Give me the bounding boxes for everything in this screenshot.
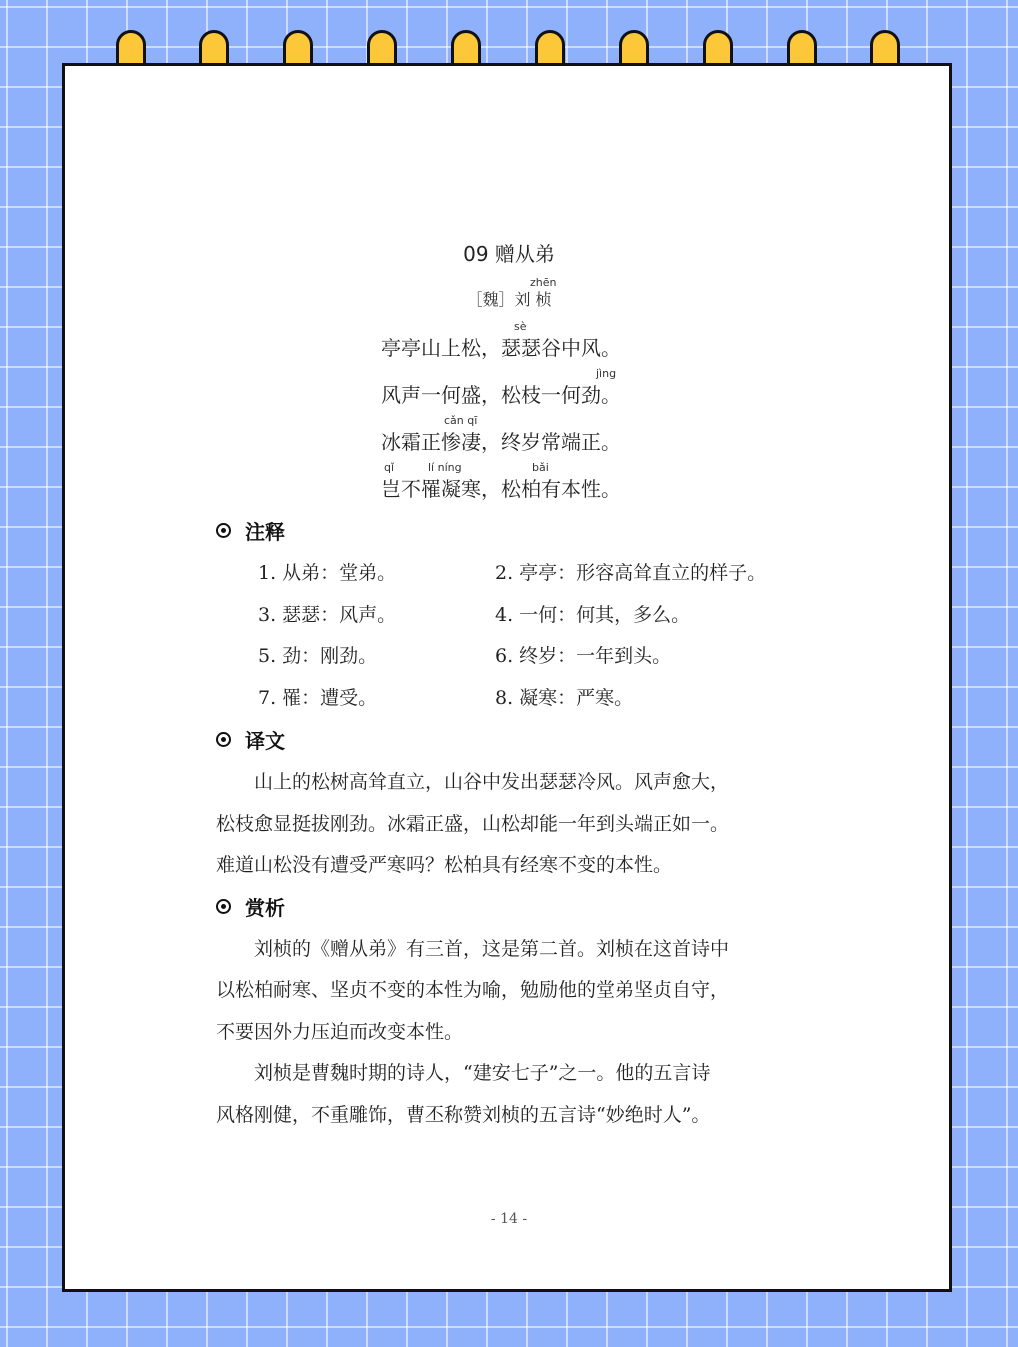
appreciation-line: 以松柏耐寒、坚贞不变的本性为喻，勉励他的堂弟坚贞自守， xyxy=(216,979,730,1001)
note-item: 4. 一何：何其，多么。 xyxy=(495,604,691,626)
pinyin-annotation: lí níng xyxy=(428,461,462,474)
pinyin-annotation: sè xyxy=(514,320,527,333)
translation-line: 松枝愈显挺拔刚劲。冰霜正盛，山松却能一年到头端正如一。 xyxy=(216,813,730,835)
appreciation-line: 刘桢是曹魏时期的诗人，“建安七子”之一。他的五言诗 xyxy=(216,1062,711,1084)
poem-line: 风声一何盛，松枝一何劲。 xyxy=(381,383,621,407)
appreciation-line: 刘桢的《赠从弟》有三首，这是第二首。刘桢在这首诗中 xyxy=(216,938,730,960)
note-item: 8. 凝寒：严寒。 xyxy=(495,687,634,709)
page-number: - 14 - xyxy=(490,1211,528,1227)
bullseye-icon xyxy=(216,732,231,747)
note-item: 7. 罹：遭受。 xyxy=(258,687,378,709)
appreciation-line: 风格刚健，不重雕饰，曹丕称赞刘桢的五言诗“妙绝时人”。 xyxy=(216,1104,711,1126)
note-item: 3. 瑟瑟：风声。 xyxy=(258,604,397,626)
poem-line: 冰霜正惨凄，终岁常端正。 xyxy=(381,430,621,454)
note-item: 1. 从弟：堂弟。 xyxy=(258,562,397,584)
pinyin-annotation: bǎi xyxy=(532,461,549,474)
note-item: 6. 终岁：一年到头。 xyxy=(495,645,672,667)
poem-line: 亭亭山上松，瑟瑟谷中风。 xyxy=(381,336,621,360)
poem-title: 09 赠从弟 xyxy=(463,242,555,266)
poem-line: 岂不罹凝寒，松柏有本性。 xyxy=(381,477,621,501)
section-heading-appreciation: 赏析 xyxy=(216,892,285,921)
translation-line: 山上的松树高耸直立，山谷中发出瑟瑟冷风。风声愈大， xyxy=(216,771,730,793)
poem-author: ［魏］刘 桢 xyxy=(466,290,552,309)
pinyin-annotation: cǎn qī xyxy=(444,414,478,427)
author-pinyin: zhēn xyxy=(530,276,557,289)
pinyin-annotation: jìng xyxy=(596,367,617,380)
appreciation-line: 不要因外力压迫而改变本性。 xyxy=(216,1021,464,1043)
section-heading-translation: 译文 xyxy=(216,725,285,754)
note-item: 2. 亭亭：形容高耸直立的样子。 xyxy=(495,562,767,584)
section-heading-notes: 注释 xyxy=(216,516,285,545)
translation-line: 难道山松没有遭受严寒吗？松柏具有经寒不变的本性。 xyxy=(216,854,673,876)
pinyin-annotation: qǐ xyxy=(384,461,395,474)
bullseye-icon xyxy=(216,523,231,538)
bullseye-icon xyxy=(216,899,231,914)
note-item: 5. 劲：刚劲。 xyxy=(258,645,378,667)
